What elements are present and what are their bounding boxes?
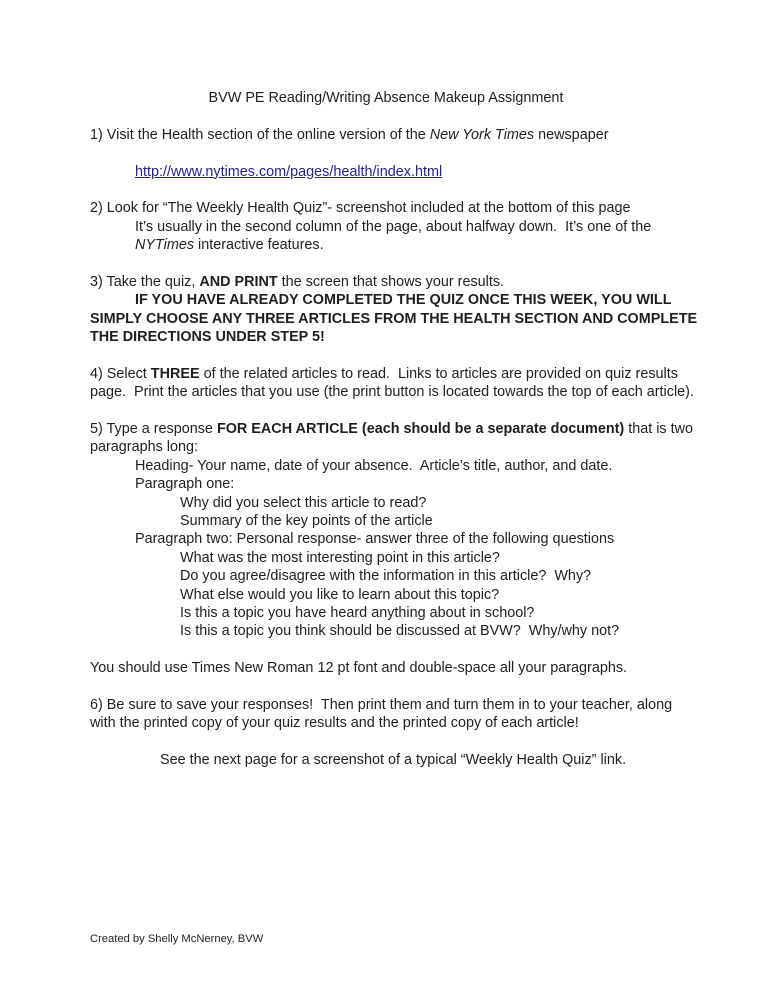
- text-run: You should use Times New Roman 12 pt font and double-space all your paragraphs.: [90, 660, 628, 677]
- step-3-line-3: [90, 310, 708, 328]
- paragraph-two-question-1: [90, 549, 708, 567]
- text-run: that is two: [624, 421, 693, 438]
- step-5-line-2: [90, 438, 708, 456]
- step-3-line-2: [90, 291, 708, 309]
- paragraph-one-question-1: [90, 494, 708, 512]
- heading-instruction: [90, 457, 708, 475]
- step-3-line-4: [90, 328, 708, 346]
- step-4-line-2: [90, 383, 708, 401]
- text-run: 3) Take the quiz,: [90, 273, 200, 290]
- text-run: What else would you like to learn about this topic?: [180, 586, 500, 603]
- text-run: the screen that shows your results.: [277, 273, 505, 290]
- paragraph-one-question-2: [90, 512, 708, 530]
- step-4-line-1: [90, 365, 708, 383]
- step-2-line-2: [90, 218, 708, 236]
- text-run: 2) Look for “The Weekly Health Quiz”- screenshot included at the bottom of this page: [90, 200, 631, 217]
- paragraph-one-label: [90, 475, 708, 493]
- step-1-line: [90, 126, 708, 144]
- text-run: Paragraph two: Personal response- answer three of the following questions: [135, 531, 615, 548]
- three-bold: THREE: [150, 365, 200, 382]
- text-run: newspaper: [534, 126, 609, 143]
- see-next-page-note: [90, 751, 708, 769]
- paragraph-two-question-5: [90, 622, 708, 640]
- paragraph-two-label: [90, 530, 708, 548]
- text-run: 5) Type a response: [90, 421, 217, 438]
- font-requirement-note: [90, 659, 708, 677]
- text-run: Is this a topic you think should be discussed at BVW? Why/why not?: [180, 623, 620, 640]
- nytimes-link-line: [90, 163, 708, 181]
- text-run: Summary of the key points of the article: [180, 512, 433, 529]
- footer-credit: Created by Shelly McNerney, BVW: [90, 933, 264, 945]
- text-run: 4) Select: [90, 365, 151, 382]
- text-run: Is this a topic you have heard anything about in school?: [180, 604, 535, 621]
- text-run: Why did you select this article to read?: [180, 494, 427, 511]
- paragraph-two-question-4: [90, 604, 708, 622]
- text-run: of the related articles to read. Links to articles are provided on quiz results: [199, 365, 678, 382]
- step-2-line-3: [90, 236, 708, 254]
- text-run: It’s usually in the second column of the page, about halfway down. It’s one of the: [135, 218, 652, 235]
- text-run: What was the most interesting point in this article?: [180, 549, 500, 566]
- nytimes-italic: NYTimes: [135, 237, 195, 254]
- paragraph-two-question-3: [90, 586, 708, 604]
- for-each-article-bold: FOR EACH ARTICLE (each should be a separate document): [216, 421, 625, 438]
- step-3-line-1: [90, 273, 708, 291]
- text-run: 1) Visit the Health section of the online version of the: [90, 126, 430, 143]
- text-run: 6) Be sure to save your responses! Then print them and turn them in to your teacher, along: [90, 696, 673, 713]
- text-run: See the next page for a screenshot of a typical “Weekly Health Quiz” link.: [160, 752, 627, 769]
- step-5-line-1: [90, 420, 708, 438]
- step-6-line-2: [90, 714, 708, 732]
- text-run: IF YOU HAVE ALREADY COMPLETED THE QUIZ ONCE THIS WEEK, YOU WILL: [135, 292, 672, 309]
- and-print-bold: AND PRINT: [199, 273, 278, 290]
- text-run: with the printed copy of your quiz results and the printed copy of each article!: [90, 715, 579, 732]
- health-section-link[interactable]: http://www.nytimes.com/pages/health/index.html: [135, 163, 443, 180]
- text-run: interactive features.: [194, 237, 324, 254]
- text-run: THE DIRECTIONS UNDER STEP 5!: [90, 329, 325, 346]
- step-6-line-1: [90, 696, 708, 714]
- text-run: Do you agree/disagree with the information in this article? Why?: [180, 568, 592, 585]
- text-run: paragraphs long:: [90, 439, 199, 456]
- step-2-line-1: [90, 199, 708, 217]
- new-york-times-italic: New York Times: [429, 126, 535, 143]
- text-run: Paragraph one:: [135, 476, 235, 493]
- text-run: page. Print the articles that you use (the print button is located towards the top of each article).: [90, 384, 694, 401]
- text-run: SIMPLY CHOOSE ANY THREE ARTICLES FROM THE HEALTH SECTION AND COMPLETE: [90, 310, 698, 327]
- paragraph-two-question-2: [90, 567, 708, 585]
- text-run: Heading- Your name, date of your absence. Article’s title, author, and date.: [135, 457, 613, 474]
- page-title: BVW PE Reading/Writing Absence Makeup Assignment: [208, 90, 564, 106]
